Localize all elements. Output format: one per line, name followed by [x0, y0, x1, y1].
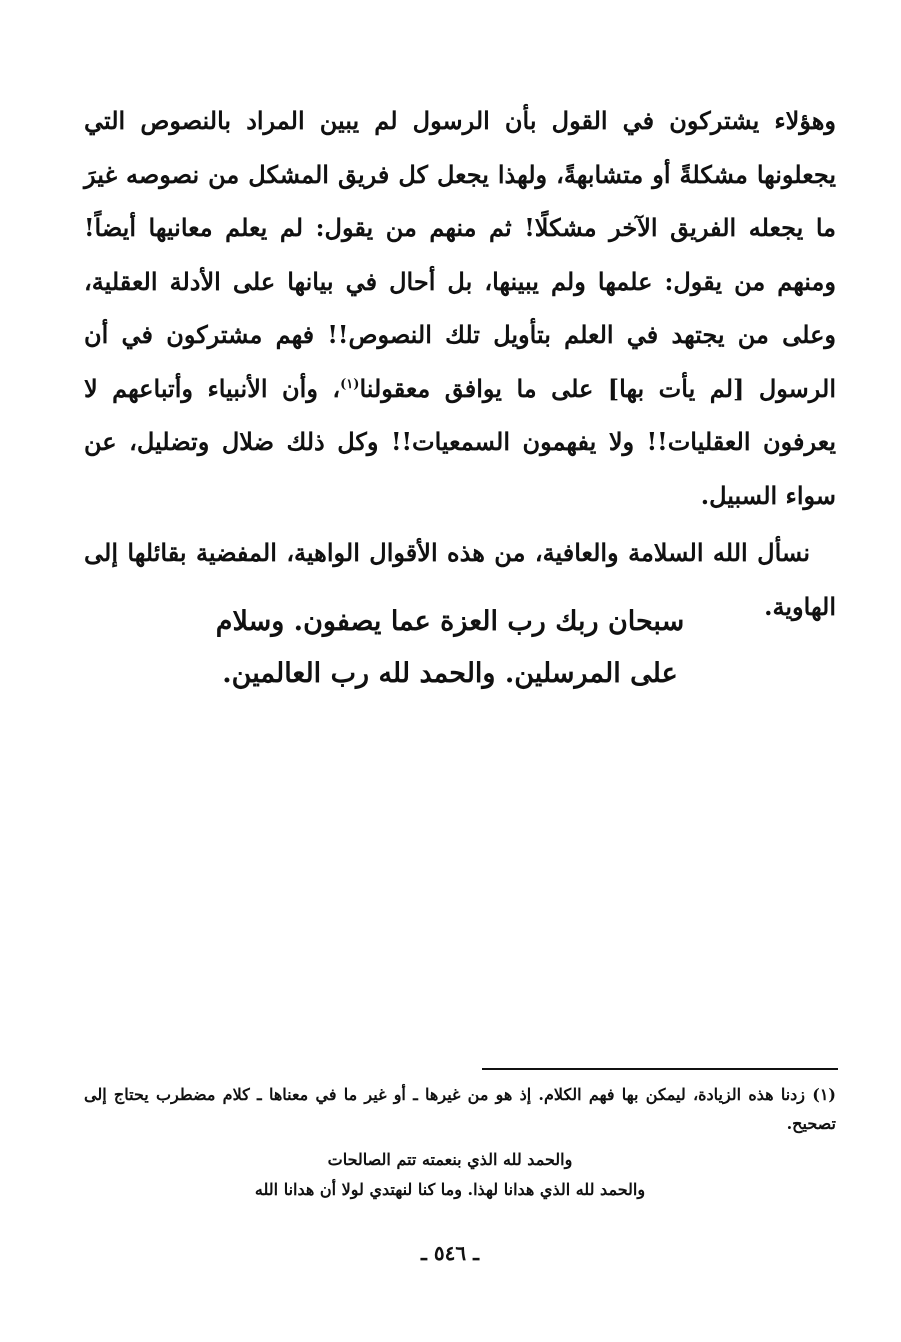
colophon — [180, 1145, 720, 1205]
footnote-marker: (١) — [340, 376, 360, 392]
paragraph-1 — [84, 94, 836, 522]
colophon-line-2: والحمد لله الذي هدانا لهذا. وما كنا لنهتدي لولا أن هدانا الله — [254, 1180, 646, 1199]
paragraph-1-text-end: ، وأن الأنبياء وأتباعهم لا يعرفون العقليات!! ولا يفهمون السمعيات!! وكل ذلك ضلال وتضليل، عن سواء السبيل. — [84, 373, 836, 510]
footnote-separator — [482, 1068, 838, 1070]
footnote: (١) زدنا هذه الزيادة، ليمكن بها فهم الكلام. إذ هو من غيرها ـ أو غير ما في معناها ـ كلام مضطرب يحتاج إلى تصحيح. — [84, 1085, 836, 1133]
closing-verse — [180, 596, 720, 700]
closing-line-1: سبحان ربك رب العزة عما يصفون. وسلام — [215, 606, 685, 637]
colophon-line-1: والحمد لله الذي بنعمته تتم الصالحات — [327, 1150, 573, 1169]
closing-line-2: على المرسلين. والحمد لله رب العالمين. — [222, 658, 678, 689]
main-text — [84, 94, 836, 633]
paragraph-1-text-start: وهؤلاء يشتركون في القول بأن الرسول لم يبين المراد بالنصوص التي يجعلونها مشكلةً أو متشابهةً، ولهذا يجعل كل فريق المشكل من نصوصه غيرَ ما يجعله الفريق الآخر مشكلًا! ثم منهم من يقول: لم يعلم معانيها أيضاً! ومنهم من يقول: علمها ولم يبينها، بل أحال في بيانها على الأدلة العقلية، وعلى من يجتهد في العلم بتأويل تلك النصوص!! فهم مشتركون في أن الرسول [لم يأت بها] على ما يوافق معقولنا — [84, 106, 836, 403]
paragraph-2: نسأل الله السلامة والعافية، من هذه الأقوال الواهية، المفضية بقائلها إلى الهاوية. — [84, 538, 836, 621]
page-number: ـ ٥٤٦ ـ — [421, 1241, 479, 1265]
